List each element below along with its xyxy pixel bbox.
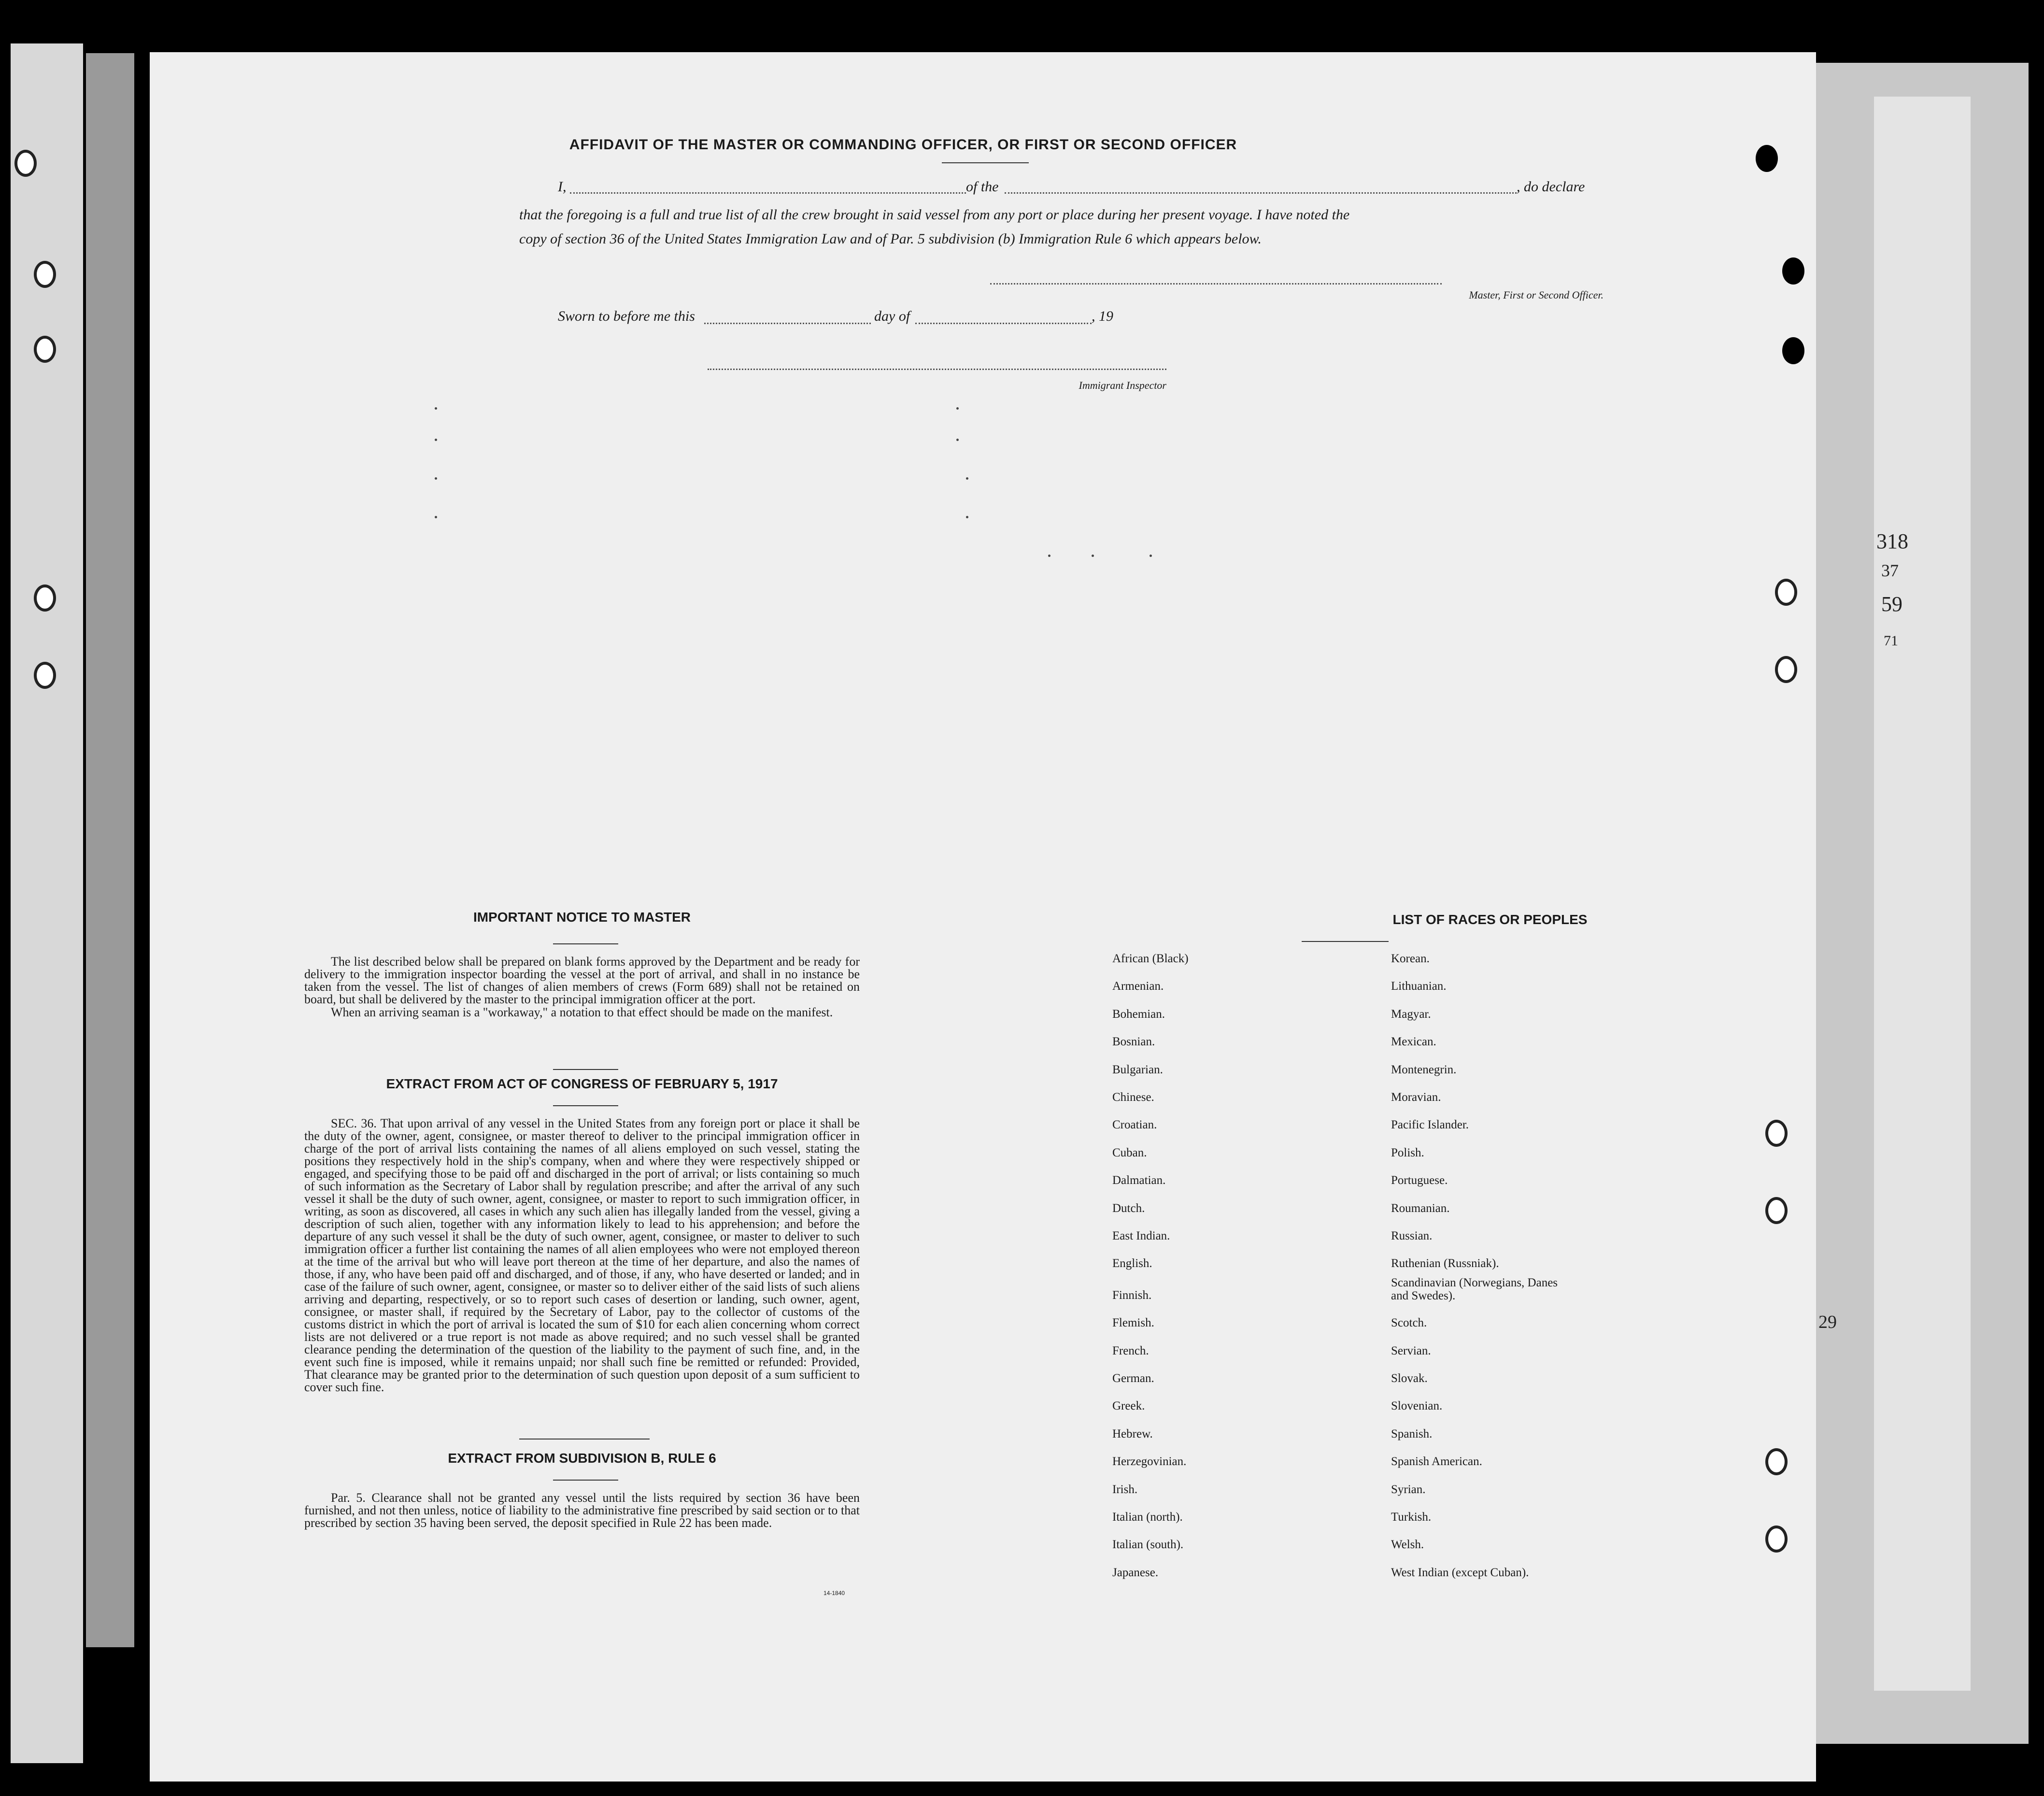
punch-hole bbox=[1782, 257, 1804, 285]
race-item: Flemish. bbox=[1112, 1316, 1154, 1330]
notice-para2: When an arriving seaman is a "workaway," a notation to that effect should be made on the manifest. bbox=[331, 1005, 833, 1019]
left-page-edge bbox=[11, 43, 83, 1763]
signature-label: Master, First or Second Officer. bbox=[1469, 289, 1604, 301]
margin-note: 318 bbox=[1876, 529, 1908, 553]
left-binding-edge bbox=[86, 53, 134, 1647]
scan-speck bbox=[956, 439, 959, 441]
scan-speck bbox=[1048, 555, 1050, 557]
notice-title: IMPORTANT NOTICE TO MASTER bbox=[473, 910, 691, 925]
sworn-month-field[interactable] bbox=[915, 323, 1092, 324]
race-item: Mexican. bbox=[1391, 1035, 1436, 1049]
scan-speck bbox=[1092, 555, 1094, 557]
race-item: Cuban. bbox=[1112, 1146, 1147, 1159]
binder-hole bbox=[34, 261, 56, 288]
race-item: East Indian. bbox=[1112, 1229, 1170, 1242]
race-item: Bulgarian. bbox=[1112, 1063, 1163, 1076]
race-item: Syrian. bbox=[1391, 1482, 1426, 1496]
scan-speck bbox=[1150, 555, 1152, 557]
race-item: African (Black) bbox=[1112, 952, 1189, 965]
race-item: Ruthenian (Russniak). bbox=[1391, 1257, 1499, 1270]
scan-speck bbox=[435, 516, 437, 518]
race-item: Polish. bbox=[1391, 1146, 1424, 1159]
race-item: Finnish. bbox=[1112, 1288, 1152, 1302]
inspector-label: Immigrant Inspector bbox=[1079, 379, 1166, 391]
sworn-day-text: day of bbox=[874, 308, 910, 324]
divider bbox=[1302, 941, 1389, 942]
affidavit-line1-mid: of the bbox=[966, 179, 999, 195]
race-item: Greek. bbox=[1112, 1399, 1145, 1413]
punch-hole bbox=[1775, 579, 1797, 606]
sworn-text: Sworn to before me this bbox=[558, 308, 695, 324]
scan-speck bbox=[966, 477, 968, 480]
race-item: Russian. bbox=[1391, 1229, 1433, 1242]
scan-speck bbox=[435, 407, 437, 410]
race-item: Bohemian. bbox=[1112, 1007, 1165, 1021]
race-item: Korean. bbox=[1391, 952, 1430, 965]
race-item: West Indian (except Cuban). bbox=[1391, 1566, 1529, 1579]
race-item: English. bbox=[1112, 1257, 1152, 1270]
race-item: Lithuanian. bbox=[1391, 980, 1447, 993]
affidavit-line2: that the foregoing is a full and true list of all the crew brought in said vessel from any port or place during her present voyage. I have noted the bbox=[519, 207, 1350, 223]
binder-hole bbox=[14, 150, 37, 177]
race-item: Scandinavian (Norwegians, Danes and Swedes). bbox=[1391, 1276, 1558, 1302]
race-item: Moravian. bbox=[1391, 1091, 1441, 1104]
punch-hole bbox=[1765, 1197, 1788, 1224]
divider bbox=[553, 1105, 618, 1106]
sworn-year-text: , 19 bbox=[1092, 308, 1113, 324]
affidavit-line1-start: I, bbox=[558, 179, 567, 195]
margin-note: 37 bbox=[1881, 561, 1899, 580]
divider bbox=[553, 1069, 618, 1070]
manifest-page bbox=[150, 52, 1816, 1782]
divider bbox=[942, 162, 1029, 163]
rule-title: EXTRACT FROM SUBDIVISION B, RULE 6 bbox=[448, 1451, 716, 1466]
divider bbox=[553, 943, 618, 944]
punch-hole bbox=[1765, 1448, 1788, 1475]
scan-speck bbox=[956, 407, 959, 410]
binder-hole bbox=[34, 662, 56, 689]
inspector-signature-field[interactable] bbox=[708, 369, 1166, 370]
sworn-day-field[interactable] bbox=[704, 323, 871, 324]
punch-hole bbox=[1782, 337, 1804, 364]
affidavit-line1-end: , do declare bbox=[1517, 179, 1585, 195]
name-field[interactable] bbox=[570, 192, 966, 194]
binder-hole bbox=[34, 336, 56, 363]
scan-speck bbox=[966, 516, 968, 518]
affidavit-title: AFFIDAVIT OF THE MASTER OR COMMANDING OFFICER, OR FIRST OR SECOND OFFICER bbox=[569, 137, 1237, 153]
divider bbox=[519, 1439, 650, 1440]
race-item: Croatian. bbox=[1112, 1118, 1157, 1132]
signature-field[interactable] bbox=[990, 283, 1442, 285]
race-item: Spanish. bbox=[1391, 1427, 1433, 1440]
form-code: 14-1840 bbox=[823, 1590, 845, 1596]
punch-hole bbox=[1765, 1525, 1788, 1553]
punch-hole bbox=[1775, 656, 1797, 683]
race-item: Chinese. bbox=[1112, 1091, 1154, 1104]
race-item: Italian (north). bbox=[1112, 1511, 1183, 1524]
affidavit-line3: copy of section 36 of the United States Immigration Law and of Par. 5 subdivision (b) Immigration Rule 6 which appears below. bbox=[519, 231, 1262, 247]
race-item: Portuguese. bbox=[1391, 1174, 1448, 1187]
margin-note: 59 bbox=[1881, 592, 1902, 616]
act-text: SEC. 36. That upon arrival of any vessel in the United States from any foreign port or place it shall be the duty of the owner, agent, consignee, or master thereof to deliver to the principal immigration officer in charge of the port of arrival lists containing the names of all aliens employed on such vessel, stating the positions they respectively hold in the ship's company, when and where they were respectively shipped or engaged, and specifying those to be paid off and discharged in the port of arrival; or lists containing so much of such information as the Secretary of Labor shall by regulation prescribe; and after the arrival of any such vessel it shall be the duty of such owner, agent, consignee, or master to report to such immigration officer, in writing, as soon as discovered, all cases in which any such alien has illegally landed from the vessel, giving a description of such alien, together with any information likely to lead to his apprehension; and before the departure of any such vessel it shall be the duty of such owner, agent, consignee, or master to deliver to such immigration officer a further list containing the names of all alien employees who were not employed thereon at the time of the arrival but who will leave port thereon at the time of her departure, and also the names of those, if any, who have been paid off and discharged, and of those, if any, who have deserted or landed; and in case of the failure of such owner, agent, consignee, or master so to deliver either of the said lists of such aliens arriving and departing, respectively, or so to report such cases of desertion or landing, such owner, agent, consignee, or master shall, if required by the Secretary of Labor, pay to the collector of customs of the customs district in which the port of arrival is located the sum of $10 for each alien concerning whom correct lists are not delivered or a true report is not made as above required; and no such vessel shall be granted clearance pending the determination of the question of the liability to the payment of such fine, and, in the event such fine is imposed, while it remains unpaid; nor shall such fine be remitted or refunded: Provided, That clearance may be granted prior to the determination of such question upon deposit of a sum sufficient to cover such fine. bbox=[304, 1116, 860, 1394]
race-item: Welsh. bbox=[1391, 1538, 1424, 1552]
race-item: Montenegrin. bbox=[1391, 1063, 1457, 1076]
race-item: Roumanian. bbox=[1391, 1201, 1450, 1215]
binder-hole bbox=[34, 584, 56, 612]
race-item: Dalmatian. bbox=[1112, 1174, 1166, 1187]
notice-para1: The list described below shall be prepared on blank forms approved by the Department and be ready for delivery to the immigration inspector boarding the vessel at the port of arrival, and shall in no instance be taken from the vessel. The list of changes of alien members of crews (Form 689) shall not be retained on board, but shall be delivered by the master to the principal immigration officer at the port. bbox=[304, 955, 860, 1006]
scan-speck bbox=[435, 439, 437, 441]
vessel-field[interactable] bbox=[1005, 192, 1517, 194]
race-item: Armenian. bbox=[1112, 980, 1164, 993]
divider bbox=[553, 1480, 618, 1481]
race-item: French. bbox=[1112, 1344, 1149, 1357]
race-item: Bosnian. bbox=[1112, 1035, 1155, 1049]
race-item: Servian. bbox=[1391, 1344, 1431, 1357]
race-item: Pacific Islander. bbox=[1391, 1118, 1469, 1132]
race-item: Italian (south). bbox=[1112, 1538, 1184, 1552]
race-item: German. bbox=[1112, 1372, 1154, 1385]
punch-hole bbox=[1765, 1120, 1788, 1147]
rule-text: Par. 5. Clearance shall not be granted any vessel until the lists required by section 36 have been furnished, and not then unless, notice of liability to the administrative fine prescribed by said section or to that prescribed by section 35 having been served, the deposit specified in Rule 22 has been made. bbox=[304, 1491, 860, 1530]
race-item: Hebrew. bbox=[1112, 1427, 1153, 1440]
race-item: Spanish American. bbox=[1391, 1455, 1482, 1468]
race-item: Dutch. bbox=[1112, 1201, 1145, 1215]
race-item: Japanese. bbox=[1112, 1566, 1159, 1579]
race-item: Magyar. bbox=[1391, 1007, 1431, 1021]
race-item: Herzegovinian. bbox=[1112, 1455, 1187, 1468]
race-item: Irish. bbox=[1112, 1482, 1138, 1496]
right-page-stack-inner bbox=[1874, 97, 1971, 1691]
race-item: Slovak. bbox=[1391, 1372, 1428, 1385]
act-title: EXTRACT FROM ACT OF CONGRESS OF FEBRUARY 5, 1917 bbox=[386, 1076, 778, 1091]
punch-hole bbox=[1756, 145, 1778, 172]
margin-note: 71 bbox=[1884, 633, 1898, 649]
margin-note: 29 bbox=[1818, 1312, 1837, 1332]
scan-speck bbox=[435, 477, 437, 480]
races-title: LIST OF RACES OR PEOPLES bbox=[1392, 912, 1588, 927]
race-item: Turkish. bbox=[1391, 1511, 1432, 1524]
race-item: Scotch. bbox=[1391, 1316, 1427, 1330]
race-item: Slovenian. bbox=[1391, 1399, 1443, 1413]
